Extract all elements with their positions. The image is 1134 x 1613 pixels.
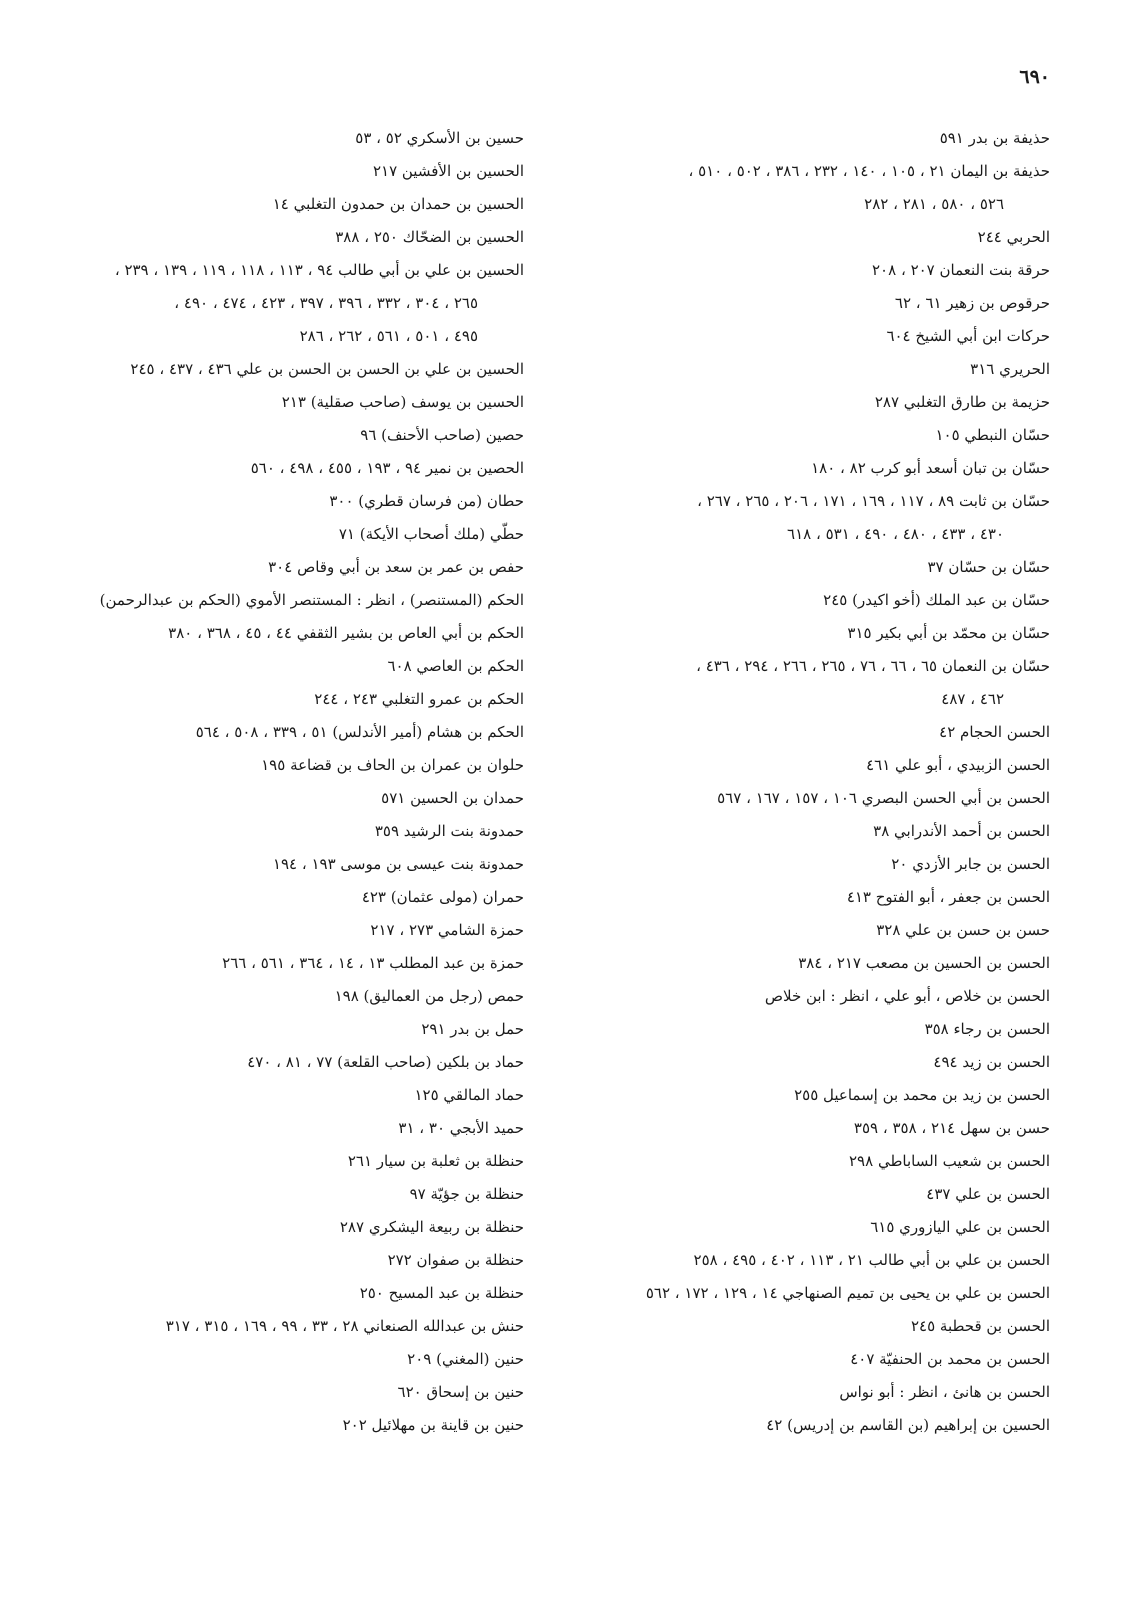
index-column-left: [24, 122, 524, 1442]
index-entry: حنظلة بن عبد المسيح ٢٥٠: [359, 1284, 524, 1302]
index-entry-continuation: ٤٣٠ ، ٤٣٣ ، ٤٨٠ ، ٤٩٠ ، ٥٣١ ، ٦١٨: [787, 525, 1004, 543]
index-entry: الحسن بن رجاء ٣٥٨: [924, 1020, 1050, 1038]
index-entry: الحسين بن حمدان بن حمدون التغلبي ١٤: [272, 195, 524, 213]
index-entry: حمران (مولى عثمان) ٤٢٣: [361, 888, 524, 906]
index-entry: حسّان بن عبد الملك (أخو اكيدر) ٢٤٥: [823, 591, 1050, 609]
index-entry: حمزة بن عبد المطلب ١٣ ، ١٤ ، ٣٦٤ ، ٥٦١ ، ٢٦٦: [222, 954, 524, 972]
index-entry: حطّي (ملك أصحاب الأيكة) ٧١: [338, 525, 524, 543]
index-entry: حفص بن عمر بن سعد بن أبي وقاص ٣٠٤: [268, 558, 524, 576]
index-entry: حسّان بن حسّان ٣٧: [927, 558, 1050, 576]
index-entry: حنظلة بن جؤيّة ٩٧: [409, 1185, 524, 1203]
index-entry: الحسن بن علي بن أبي طالب ٢١ ، ١١٣ ، ٤٠٢ ، ٤٩٥ ، ٢٥٨: [693, 1251, 1050, 1269]
index-entry: الحسن بن خلاص ، أبو علي ، انظر : ابن خلاص: [764, 987, 1050, 1005]
index-entry-continuation: ٢٦٥ ، ٣٠٤ ، ٣٣٢ ، ٣٩٦ ، ٣٩٧ ، ٤٢٣ ، ٤٧٤ ، ٤٩٠ ،: [174, 294, 478, 312]
index-entry: حنين (المغني) ٢٠٩: [407, 1350, 524, 1368]
index-entry: حرقوص بن زهير ٦١ ، ٦٢: [894, 294, 1050, 312]
index-entry: الحسن بن علي ٤٣٧: [926, 1185, 1050, 1203]
index-entry: الحسن بن محمد بن الحنفيّة ٤٠٧: [850, 1350, 1050, 1368]
index-entry: حنين بن قاينة بن مهلائيل ٢٠٢: [342, 1416, 524, 1434]
index-entry: الحسن بن جابر الأزدي ٢٠: [891, 855, 1050, 873]
index-entry-continuation: ٥٢٦ ، ٥٨٠ ، ٢٨١ ، ٢٨٢: [864, 195, 1004, 213]
index-entry: حماد بن بلكين (صاحب القلعة) ٧٧ ، ٨١ ، ٤٧٠: [247, 1053, 524, 1071]
index-entry: حركات ابن أبي الشيخ ٦٠٤: [886, 327, 1050, 345]
index-entry: حميد الأبجي ٣٠ ، ٣١: [398, 1119, 524, 1137]
page-number: ٦٩٠: [1019, 66, 1050, 88]
index-entry: الحسن بن علي اليازوري ٦١٥: [870, 1218, 1050, 1236]
index-entry: الحسن بن زيد ٤٩٤: [933, 1053, 1050, 1071]
index-entry: الحسن بن قحطبة ٢٤٥: [910, 1317, 1050, 1335]
index-entry: حمدونة بنت الرشيد ٣٥٩: [374, 822, 524, 840]
index-entry: الحسين بن إبراهيم (بن القاسم بن إدريس) ٤٢: [766, 1416, 1050, 1434]
index-entry: حسّان بن محمّد بن أبي بكير ٣١٥: [847, 624, 1050, 642]
index-entry: حسّان بن ثابت ٨٩ ، ١١٧ ، ١٦٩ ، ١٧١ ، ٢٠٦ ، ٢٦٥ ، ٢٦٧ ،: [697, 492, 1050, 510]
index-entry: حمدونة بنت عيسى بن موسى ١٩٣ ، ١٩٤: [272, 855, 524, 873]
index-entry: حمدان بن الحسين ٥٧١: [381, 789, 524, 807]
index-entry-continuation: ٤٩٥ ، ٥٠١ ، ٥٦١ ، ٢٦٢ ، ٢٨٦: [299, 327, 478, 345]
index-entry-continuation: ٤٦٢ ، ٤٨٧: [941, 690, 1004, 708]
index-entry: الحسن بن هانئ ، انظر : أبو نواس: [839, 1383, 1050, 1401]
index-entry: الحسين بن علي بن الحسن بن الحسن بن علي ٤٣٦ ، ٤٣٧ ، ٢٤٥: [130, 360, 524, 378]
index-entry: الحريري ٣١٦: [970, 360, 1050, 378]
index-entry: حصين (صاحب الأحنف) ٩٦: [360, 426, 524, 444]
index-entry: حسن بن حسن بن علي ٣٢٨: [876, 921, 1050, 939]
index-entry: الحكم بن العاصي ٦٠٨: [387, 657, 524, 675]
index-entry: الحصين بن نمير ٩٤ ، ١٩٣ ، ٤٥٥ ، ٤٩٨ ، ٥٦٠: [250, 459, 524, 477]
index-entry: حمزة الشامي ٢٧٣ ، ٢١٧: [370, 921, 524, 939]
index-column-right: [542, 122, 1050, 1442]
index-entry: حسّان النبطي ١٠٥: [935, 426, 1050, 444]
index-entry: حطان (من فرسان قطري) ٣٠٠: [329, 492, 524, 510]
index-entry: الحسن بن أحمد الأندرابي ٣٨: [873, 822, 1050, 840]
index-entry: حنظلة بن ثعلبة بن سيار ٢٦١: [347, 1152, 524, 1170]
index-entry: الحسن بن الحسين بن مصعب ٢١٧ ، ٣٨٤: [798, 954, 1050, 972]
index-entry: حماد المالقي ١٢٥: [414, 1086, 524, 1104]
index-entry: حنظلة بن ربيعة اليشكري ٢٨٧: [339, 1218, 524, 1236]
index-entry: الحسين بن الضحّاك ٢٥٠ ، ٣٨٨: [335, 228, 524, 246]
index-entry: حسّان بن تبان أسعد أبو كرب ٨٢ ، ١٨٠: [811, 459, 1050, 477]
index-entry: الحسن الحجام ٤٢: [939, 723, 1050, 741]
index-entry: حمل بن بدر ٢٩١: [421, 1020, 524, 1038]
index-entry: الحسين بن يوسف (صاحب صقلية) ٢١٣: [281, 393, 524, 411]
index-entry: حنش بن عبدالله الصنعاني ٢٨ ، ٣٣ ، ٩٩ ، ١٦٩ ، ٣١٥ ، ٣١٧: [165, 1317, 524, 1335]
index-entry: حلوان بن عمران بن الحاف بن قضاعة ١٩٥: [261, 756, 524, 774]
index-entry: الحربي ٢٤٤: [977, 228, 1050, 246]
index-entry: حرقة بنت النعمان ٢٠٧ ، ٢٠٨: [872, 261, 1050, 279]
index-entry: الحكم بن أبي العاص بن بشير الثقفي ٤٤ ، ٤٥ ، ٣٦٨ ، ٣٨٠: [168, 624, 524, 642]
index-entry: حزيمة بن طارق التغلبي ٢٨٧: [874, 393, 1050, 411]
index-entry: الحسين بن الأفشين ٢١٧: [372, 162, 524, 180]
index-entry: الحكم (المستنصر) ، انظر : المستنصر الأموي (الحكم بن عبدالرحمن): [99, 591, 524, 609]
index-entry: الحكم بن عمرو التغلبي ٢٤٣ ، ٢٤٤: [314, 690, 524, 708]
index-entry: الحسن بن علي بن يحيى بن تميم الصنهاجي ١٤ ، ١٢٩ ، ١٧٢ ، ٥٦٢: [645, 1284, 1050, 1302]
index-entry: حذيفة بن اليمان ٢١ ، ١٠٥ ، ١٤٠ ، ٢٣٢ ، ٣٨٦ ، ٥٠٢ ، ٥١٠ ،: [688, 162, 1050, 180]
index-entry: الحسن بن شعيب الساباطي ٢٩٨: [849, 1152, 1050, 1170]
index-entry: الحسن بن زيد بن محمد بن إسماعيل ٢٥٥: [794, 1086, 1050, 1104]
index-entry: حسّان بن النعمان ٦٥ ، ٦٦ ، ٧٦ ، ٢٦٥ ، ٢٦٦ ، ٢٩٤ ، ٤٣٦ ،: [696, 657, 1050, 675]
index-entry: الحسن بن أبي الحسن البصري ١٠٦ ، ١٥٧ ، ١٦٧ ، ٥٦٧: [717, 789, 1050, 807]
index-entry: حذيفة بن بدر ٥٩١: [939, 129, 1050, 147]
index-entry: الحكم بن هشام (أمير الأندلس) ٥١ ، ٣٣٩ ، ٥٠٨ ، ٥٦٤: [195, 723, 524, 741]
index-entry: حنين بن إسحاق ٦٢٠: [397, 1383, 524, 1401]
index-entry: الحسين بن علي بن أبي طالب ٩٤ ، ١١٣ ، ١١٨ ، ١١٩ ، ١٣٩ ، ٢٣٩ ،: [114, 261, 524, 279]
index-entry: حسن بن سهل ٢١٤ ، ٣٥٨ ، ٣٥٩: [853, 1119, 1050, 1137]
index-entry: حسين بن الأسكري ٥٢ ، ٥٣: [355, 129, 524, 147]
index-entry: حمص (رجل من العماليق) ١٩٨: [334, 987, 524, 1005]
index-entry: الحسن بن جعفر ، أبو الفتوح ٤١٣: [846, 888, 1050, 906]
index-entry: الحسن الزبيدي ، أبو علي ٤٦١: [866, 756, 1050, 774]
index-entry: حنظلة بن صفوان ٢٧٢: [387, 1251, 524, 1269]
